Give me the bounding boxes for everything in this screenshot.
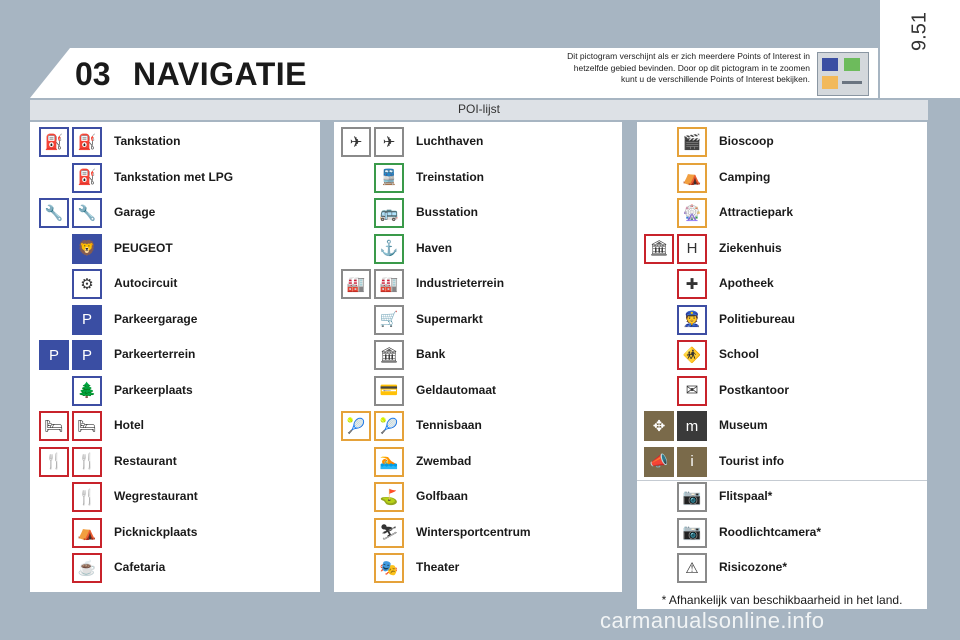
poi-icon: [72, 234, 102, 264]
poi-row: [637, 304, 927, 339]
poi-icon-glyph: 🏭: [379, 275, 399, 293]
poi-icon-glyph: P: [81, 311, 92, 328]
poi-icon-glyph: ⚓: [379, 240, 399, 257]
poi-label: Industrieterrein: [416, 276, 505, 290]
poi-row: [30, 446, 320, 481]
poi-label: School: [719, 347, 760, 361]
page-number: 9.51: [908, 12, 931, 51]
poi-icon-glyph: 🎾: [346, 417, 366, 435]
poi-icon: [72, 340, 102, 370]
poi-icon: [72, 482, 102, 512]
poi-icon-glyph: 📣: [649, 453, 669, 470]
poi-icon-glyph: 🛏: [77, 417, 97, 435]
poi-icon-glyph: ⛳: [379, 488, 399, 506]
poi-icon-glyph: 🎾: [379, 417, 399, 435]
poi-icon-glyph: ☕: [77, 559, 97, 577]
poi-row: [637, 552, 927, 587]
poi-icon-glyph: 🔧: [44, 204, 64, 222]
poi-icon-glyph: 🏛: [379, 346, 399, 364]
poi-label: Ziekenhuis: [719, 240, 782, 255]
poi-icon-glyph: 🚸: [682, 346, 702, 364]
poi-label: Zwembad: [416, 453, 472, 468]
poi-icon-glyph: 🍴: [77, 488, 97, 506]
poi-icon-glyph: 🚌: [379, 204, 399, 222]
poi-label: Tourist info: [719, 453, 785, 468]
poi-label: Treinstation: [416, 169, 485, 184]
poi-icon: [374, 411, 404, 441]
poi-icon: [374, 447, 404, 477]
poi-icon: [677, 305, 707, 335]
poi-row: [637, 197, 927, 232]
poi-icon: [677, 482, 707, 512]
poi-row: [334, 268, 622, 303]
poi-icon-glyph: 🛏: [44, 417, 64, 435]
poi-label: Parkeergarage: [114, 311, 198, 326]
poi-icon: [72, 163, 102, 193]
poi-label: Haven: [416, 240, 453, 255]
poi-icon: [677, 376, 707, 406]
poi-label: Tankstation met LPG: [114, 169, 234, 184]
poi-label: Cafetaria: [114, 560, 166, 574]
poi-icon: [374, 269, 404, 299]
poi-label: Risicozone*: [719, 560, 788, 574]
poi-icon: [677, 163, 707, 193]
poi-row: [30, 552, 320, 587]
poi-icon: [374, 234, 404, 264]
poi-label: Supermarkt: [416, 311, 483, 326]
poi-row: [334, 162, 622, 197]
poi-column-1: [30, 122, 320, 592]
watermark: carmanualsonline.info: [600, 608, 825, 633]
poi-row: [637, 233, 927, 268]
multiple-poi-icon-orange: [822, 76, 838, 89]
poi-icon: [374, 163, 404, 193]
poi-label: Politiebureau: [719, 311, 796, 326]
poi-icon: [39, 340, 69, 370]
poi-icon-glyph: 🏊: [379, 453, 399, 470]
multiple-poi-icon-blue: [822, 58, 838, 71]
poi-icon: [677, 518, 707, 548]
poi-icon-glyph: 🔧: [77, 204, 97, 222]
poi-row: [334, 126, 622, 161]
poi-row: [30, 162, 320, 197]
poi-label: Camping: [719, 169, 771, 184]
poi-row: [637, 517, 927, 552]
poi-label: Wintersportcentrum: [416, 524, 531, 539]
poi-icon: [677, 411, 707, 441]
poi-icon: [374, 518, 404, 548]
poi-label: Garage: [114, 205, 156, 219]
poi-icon: [374, 340, 404, 370]
poi-row: [30, 268, 320, 303]
poi-icon-glyph: ⛷: [379, 524, 399, 541]
poi-label: Golfbaan: [416, 489, 469, 503]
poi-icon-glyph: 🌲: [77, 382, 97, 399]
poi-icon-glyph: 🎬: [682, 133, 702, 151]
poi-icon: [72, 553, 102, 583]
poi-icon: [341, 411, 371, 441]
poi-icon: [677, 127, 707, 157]
poi-icon-glyph: m: [685, 417, 699, 435]
poi-row: [334, 481, 622, 516]
header-corner-cut: [30, 48, 70, 98]
poi-icon-glyph: 🍴: [77, 453, 97, 470]
poi-icon-glyph: ⛽: [77, 133, 97, 151]
poi-icon: [39, 127, 69, 157]
poi-row: [637, 446, 927, 481]
poi-icon-glyph: 🎡: [682, 204, 702, 222]
poi-label: Bank: [416, 347, 446, 361]
poi-icon: [644, 234, 674, 264]
poi-row: [637, 375, 927, 410]
poi-label: Wegrestaurant: [114, 489, 198, 503]
poi-icon: [677, 553, 707, 583]
poi-icon: [677, 269, 707, 299]
poi-icon-glyph: ⛺: [77, 524, 97, 541]
poi-label: Tennisbaan: [416, 418, 482, 432]
poi-icon-glyph: 🏛: [649, 240, 669, 257]
poi-row: [334, 446, 622, 481]
poi-icon: [72, 198, 102, 228]
poi-label: Roodlichtcamera*: [719, 524, 822, 539]
poi-row: [334, 410, 622, 445]
multiple-poi-icon: [817, 52, 869, 96]
poi-row: [30, 233, 320, 268]
poi-row: [30, 126, 320, 161]
poi-icon-glyph: ⚙: [80, 275, 94, 293]
poi-icon: [39, 447, 69, 477]
header-note: Dit pictogram verschijnt als er zich meerdere Points of Interest in hetzelfde gebied bevinden. Door op dit pictogram in te zoomen kunt u de verschillende Points of Interest bekijken.: [567, 51, 810, 84]
poi-icon-glyph: ⛺: [682, 169, 702, 186]
poi-label: Postkantoor: [719, 382, 790, 397]
poi-icon: [341, 127, 371, 157]
poi-row: [30, 339, 320, 374]
poi-icon: [72, 411, 102, 441]
poi-row: [30, 304, 320, 339]
subtitle: POI-lijst: [458, 102, 500, 116]
poi-icon: [374, 305, 404, 335]
poi-row: [30, 481, 320, 516]
poi-icon: [677, 447, 707, 477]
poi-icon-glyph: 📷: [682, 524, 702, 541]
poi-icon: [374, 376, 404, 406]
poi-icon: [374, 127, 404, 157]
poi-row: [334, 197, 622, 232]
poi-icon: [72, 518, 102, 548]
poi-row: [334, 375, 622, 410]
poi-icon: [39, 198, 69, 228]
poi-row: [334, 552, 622, 587]
page-title: NAVIGATIE: [133, 56, 307, 92]
poi-row: [637, 126, 927, 161]
poi-label: Geldautomaat: [416, 382, 497, 397]
poi-icon-glyph: 🏭: [346, 275, 366, 293]
poi-icon-glyph: 🦁: [77, 240, 97, 257]
poi-label: Attractiepark: [719, 205, 794, 219]
poi-label: Picknickplaats: [114, 524, 198, 539]
column-3-divider: [637, 480, 927, 481]
poi-icon-glyph: P: [81, 346, 92, 364]
poi-label: Theater: [416, 560, 460, 574]
poi-icon: [677, 198, 707, 228]
poi-icon: [341, 269, 371, 299]
poi-label: Parkeerterrein: [114, 347, 196, 361]
poi-icon-glyph: 📷: [682, 488, 702, 506]
poi-label: Tankstation: [114, 134, 181, 148]
multiple-poi-icon-green: [844, 58, 860, 71]
poi-label: Parkeerplaats: [114, 382, 193, 397]
multiple-poi-icon-bar: [842, 81, 862, 84]
poi-row: [30, 517, 320, 552]
poi-row: [637, 410, 927, 445]
poi-row: [637, 339, 927, 374]
poi-icon-glyph: ✚: [685, 275, 699, 293]
poi-label: Hotel: [114, 418, 144, 432]
chapter-number: 03: [75, 56, 111, 92]
poi-icon-glyph: ✈: [382, 133, 396, 151]
poi-row: [637, 268, 927, 303]
poi-row: [30, 410, 320, 445]
poi-icon-glyph: 🛒: [379, 311, 399, 328]
poi-column-3: [637, 122, 927, 592]
poi-icon-glyph: ⛽: [77, 169, 97, 186]
poi-icon: [644, 447, 674, 477]
poi-icon-glyph: ⛽: [44, 133, 64, 151]
poi-label: Flitspaal*: [719, 489, 773, 503]
poi-icon: [644, 411, 674, 441]
poi-icon-glyph: 🚆: [379, 169, 399, 186]
poi-icon: [72, 127, 102, 157]
poi-label: Restaurant: [114, 453, 177, 468]
poi-icon-glyph: ✥: [652, 417, 666, 435]
poi-column-2: [334, 122, 622, 592]
poi-icon-glyph: i: [690, 453, 694, 470]
poi-icon: [374, 482, 404, 512]
poi-icon-glyph: ⚠: [685, 559, 699, 577]
poi-icon-glyph: H: [686, 240, 698, 257]
poi-label: Bioscoop: [719, 134, 774, 148]
poi-row: [30, 375, 320, 410]
poi-label: PEUGEOT: [114, 240, 173, 255]
page-number-box: [880, 0, 960, 98]
poi-icon: [374, 553, 404, 583]
poi-row: [637, 162, 927, 197]
poi-icon: [72, 305, 102, 335]
poi-row: [334, 339, 622, 374]
poi-row: [30, 197, 320, 232]
poi-icon-glyph: P: [48, 346, 59, 364]
poi-icon: [72, 269, 102, 299]
poi-icon: [72, 447, 102, 477]
poi-icon: [39, 411, 69, 441]
poi-label: Luchthaven: [416, 134, 484, 148]
poi-icon-glyph: 💳: [379, 382, 399, 399]
poi-label: Apotheek: [719, 276, 774, 290]
poi-icon: [374, 198, 404, 228]
poi-icon-glyph: 👮: [682, 311, 702, 328]
poi-icon: [677, 234, 707, 264]
poi-icon: [72, 376, 102, 406]
poi-label: Museum: [719, 418, 768, 432]
poi-row: [334, 233, 622, 268]
poi-icon-glyph: ✉: [685, 382, 699, 399]
poi-row: [334, 304, 622, 339]
poi-row: [334, 517, 622, 552]
poi-row: [637, 481, 927, 516]
poi-icon: [677, 340, 707, 370]
poi-icon-glyph: ✈: [349, 133, 363, 151]
poi-icon-glyph: 🍴: [44, 453, 64, 470]
footnote: * Afhankelijk van beschikbaarheid in het land.: [637, 592, 927, 609]
poi-label: Autocircuit: [114, 276, 178, 290]
poi-label: Busstation: [416, 205, 479, 219]
poi-icon-glyph: 🎭: [379, 559, 399, 577]
